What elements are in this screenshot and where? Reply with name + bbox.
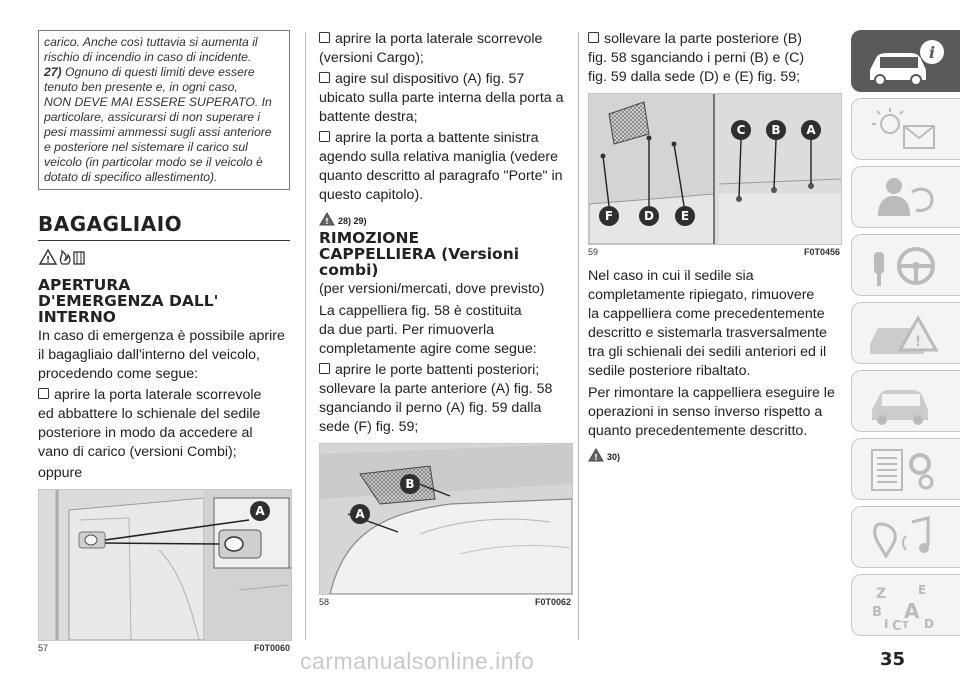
bullet-item: aprire la porta laterale scorrevole ed abbattere lo schienale del sedile posteriore in modo da accedere al vano di carico (versioni Combi); — [38, 387, 262, 460]
warning-reference: ! 30) — [588, 444, 840, 462]
multimedia-icon — [862, 512, 952, 564]
note-line: veicolo (in particolar modo se il veicolo è — [44, 155, 263, 169]
note-line: carico. Anche così tuttavia si aumenta il — [44, 35, 258, 49]
paragraph: La cappelliera fig. 58 è costituita da due parti. Per rimuoverla completamente agire come segue: — [319, 303, 537, 357]
svg-text:!: ! — [325, 217, 329, 226]
svg-text:A: A — [904, 599, 920, 623]
tab-dashboard-lights[interactable] — [851, 98, 960, 160]
label-a: A — [250, 501, 270, 521]
note-line: tenuto ben presente e, in ogni caso, — [44, 80, 238, 94]
index-letters-icon — [862, 580, 952, 632]
tab-car-info[interactable] — [851, 30, 960, 92]
figure-59-image — [588, 93, 842, 245]
svg-text:!: ! — [914, 334, 922, 350]
svg-text:E: E — [918, 583, 927, 597]
flammable-warning-icon — [38, 248, 290, 271]
watermark: carmanualsonline.info — [300, 648, 535, 674]
tab-index[interactable] — [851, 574, 960, 636]
maintenance-car-icon — [862, 376, 952, 428]
label-a: A — [801, 120, 821, 140]
svg-text:I: I — [884, 617, 889, 631]
tab-emergency[interactable] — [851, 302, 960, 364]
subsection-title: APERTURA D'EMERGENZA DALL' INTERNO — [38, 276, 219, 326]
svg-text:!: ! — [594, 453, 598, 462]
bullet-item: agire sul dispositivo (A) fig. 57 ubicato sulla parte interna della porta a battente destra; — [319, 71, 564, 125]
bullet-icon — [319, 131, 330, 142]
warning-triangle-icon — [319, 212, 335, 226]
svg-text:i: i — [928, 43, 936, 62]
chapter-sidebar — [851, 30, 960, 642]
note-number: 27) — [44, 65, 62, 79]
figure-58 — [319, 443, 571, 607]
svg-text:T: T — [902, 620, 909, 631]
svg-text:C: C — [892, 619, 902, 632]
note-box — [38, 30, 290, 190]
paragraph: Nel caso in cui il sedile sia completamente ripiegato, rimuovere la cappelliera come precedentemente descritto e sistemarla trasversalmente tra gli schienali dei sedili anteriori ed il sedile posteriore ribaltato. — [588, 268, 827, 379]
paragraph: oppure — [38, 465, 83, 481]
car-info-icon — [862, 36, 952, 88]
column-divider — [578, 32, 579, 640]
key-steering-icon — [862, 240, 952, 292]
note-line: NON DEVE MAI ESSERE SUPERATO. In — [44, 95, 272, 109]
figure-59 — [588, 93, 840, 257]
dashboard-lights-icon — [862, 104, 952, 156]
figure-57 — [38, 489, 290, 653]
paragraph: Per rimontare la cappelliera eseguire le operazioni in senso inverso rispetto a quanto precedentemente descritto. — [588, 385, 835, 439]
note-line: rischio di incendio in caso di incidente. — [44, 50, 252, 64]
label-e: E — [675, 206, 695, 226]
bullet-item: sollevare la parte posteriore (B) fig. 58 sganciando i perni (B) e (C) fig. 59 dalla sede (D) e (E) fig. 59; — [588, 31, 805, 85]
tab-key-steering[interactable] — [851, 234, 960, 296]
bullet-icon — [38, 388, 49, 399]
column-2 — [319, 30, 571, 607]
column-1 — [38, 30, 290, 653]
tab-technical-data[interactable] — [851, 438, 960, 500]
column-3 — [588, 30, 840, 464]
bullet-icon — [588, 32, 599, 43]
bullet-item: aprire la porta laterale scorrevole (versioni Cargo); — [319, 31, 543, 66]
bullet-icon — [319, 32, 330, 43]
label-f: F — [599, 206, 619, 226]
note-line: e posteriore nel sistemare il carico sul — [44, 140, 248, 154]
tab-multimedia[interactable] — [851, 506, 960, 568]
svg-text:Z: Z — [876, 586, 887, 602]
page-number: 35 — [880, 649, 906, 670]
subsection-title: RIMOZIONE CAPPELLIERA (Versioni combi) — [319, 229, 520, 279]
svg-text:D: D — [924, 617, 934, 631]
svg-text:!: ! — [45, 255, 51, 266]
figure-57-image — [38, 489, 292, 641]
bullet-icon — [319, 363, 330, 374]
safety-airbag-icon — [862, 172, 952, 224]
note-line: 27) Ognuno di questi limiti deve essere — [44, 65, 255, 79]
warning-reference: ! 28) 29) — [319, 208, 571, 226]
figure-58-image — [319, 443, 573, 595]
figure-caption: 57 F0T0060 — [38, 643, 290, 653]
note-line: dotato di specifico allestimento). — [44, 170, 218, 184]
bullet-item: aprire le porte battenti posteriori; sollevare la parte anteriore (A) fig. 58 sganciando il perno (A) fig. 59 dalla sede (F) fig. 59; — [319, 362, 553, 435]
figure-caption: 58 F0T0062 — [319, 597, 571, 607]
note-line: pesi massimi ammessi sugli assi anteriore — [44, 125, 272, 139]
technical-data-icon — [862, 444, 952, 496]
paragraph: (per versioni/mercati, dove previsto) — [319, 281, 545, 297]
note-line: particolare, assicurarsi di non superare i — [44, 110, 261, 124]
warning-triangle-icon — [588, 448, 604, 462]
paragraph: In caso di emergenza è possibile aprire il bagagliaio dall'interno del veicolo, procedendo come segue: — [38, 328, 285, 382]
figure-caption: 59 F0T0456 — [588, 247, 840, 257]
column-divider — [305, 32, 306, 640]
label-b: B — [400, 474, 420, 494]
label-a: A — [350, 504, 370, 524]
label-d: D — [639, 206, 659, 226]
tab-safety[interactable] — [851, 166, 960, 228]
tab-maintenance[interactable] — [851, 370, 960, 432]
label-b: B — [766, 120, 786, 140]
bullet-icon — [319, 72, 330, 83]
bullet-item: aprire la porta a battente sinistra agendo sulla relativa maniglia (vedere quanto descritto al paragrafo "Porte" in questo capitolo). — [319, 130, 563, 203]
svg-text:B: B — [872, 605, 882, 620]
emergency-car-icon — [862, 308, 952, 360]
section-title: BAGAGLIAIO — [38, 212, 290, 241]
label-c: C — [731, 120, 751, 140]
